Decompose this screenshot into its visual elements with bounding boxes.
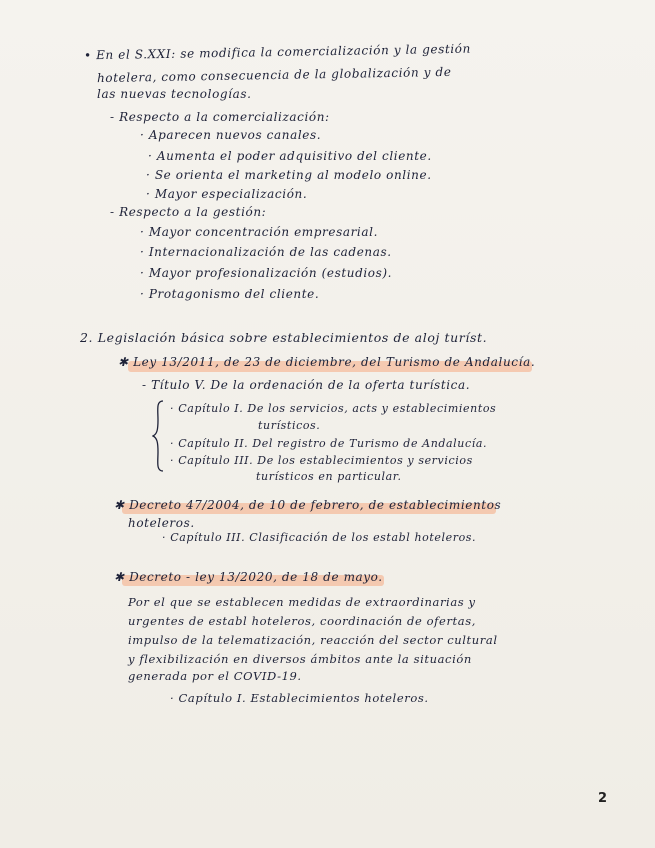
text-line: • En el S.XXI: se modifica la comercialización y la gestión	[83, 41, 472, 63]
text-line: urgentes de establ hoteleros, coordinación de ofertas,	[128, 614, 476, 628]
text-line: - Respecto a la gestión:	[110, 205, 267, 219]
text-line: · Internacionalización de las cadenas.	[140, 245, 392, 259]
text-line: · Mayor especialización.	[146, 187, 308, 201]
law-title: ✱ Decreto - ley 13/2020, de 18 de mayo.	[114, 570, 383, 584]
text-line: - Título V. De la ordenación de la oferta turística.	[142, 378, 471, 392]
text-line: · Capítulo I. Establecimientos hoteleros.	[170, 691, 429, 705]
section-heading: 2. Legislación básica sobre establecimientos de aloj turíst.	[80, 330, 488, 345]
text-line: generada por el COVID-19.	[128, 669, 302, 683]
text-line: · Capítulo I. De los servicios, acts y establecimientos	[170, 402, 497, 415]
curly-brace	[152, 400, 164, 472]
text-line: · Capítulo II. Del registro de Turismo de Andalucía.	[170, 437, 488, 450]
text-line: · Protagonismo del cliente.	[140, 287, 320, 301]
law-title: ✱ Ley 13/2011, de 23 de diciembre, del Turismo de Andalucía.	[118, 355, 536, 369]
text-line: · Capítulo III. De los establecimientos y servicios	[170, 454, 473, 467]
text-line: - Respecto a la comercialización:	[110, 110, 330, 124]
text-line: impulso de la telematización, reacción del sector cultural	[128, 633, 498, 647]
page-number: 2	[597, 791, 607, 806]
text-line: · Se orienta el marketing al modelo online.	[146, 168, 432, 182]
text-line: hoteleros.	[128, 516, 195, 530]
text-line: turísticos en particular.	[256, 470, 402, 483]
law-title: ✱ Decreto 47/2004, de 10 de febrero, de establecimientos	[114, 498, 502, 512]
text-line: Por el que se establecen medidas de extraordinarias y	[128, 595, 476, 609]
text-line: · Mayor profesionalización (estudios).	[140, 266, 393, 280]
text-line: hotelera, como consecuencia de la globalización y de	[96, 64, 452, 86]
text-line: · Mayor concentración empresarial.	[140, 225, 378, 239]
text-line: · Aumenta el poder adquisitivo del cliente.	[148, 149, 432, 163]
text-line: y flexibilización en diversos ámbitos ante la situación	[128, 652, 472, 666]
text-line: las nuevas tecnologías.	[97, 87, 252, 101]
text-line: · Aparecen nuevos canales.	[140, 128, 322, 142]
text-line: · Capítulo III. Clasificación de los establ hoteleros.	[162, 531, 477, 544]
text-line: turísticos.	[258, 419, 321, 432]
